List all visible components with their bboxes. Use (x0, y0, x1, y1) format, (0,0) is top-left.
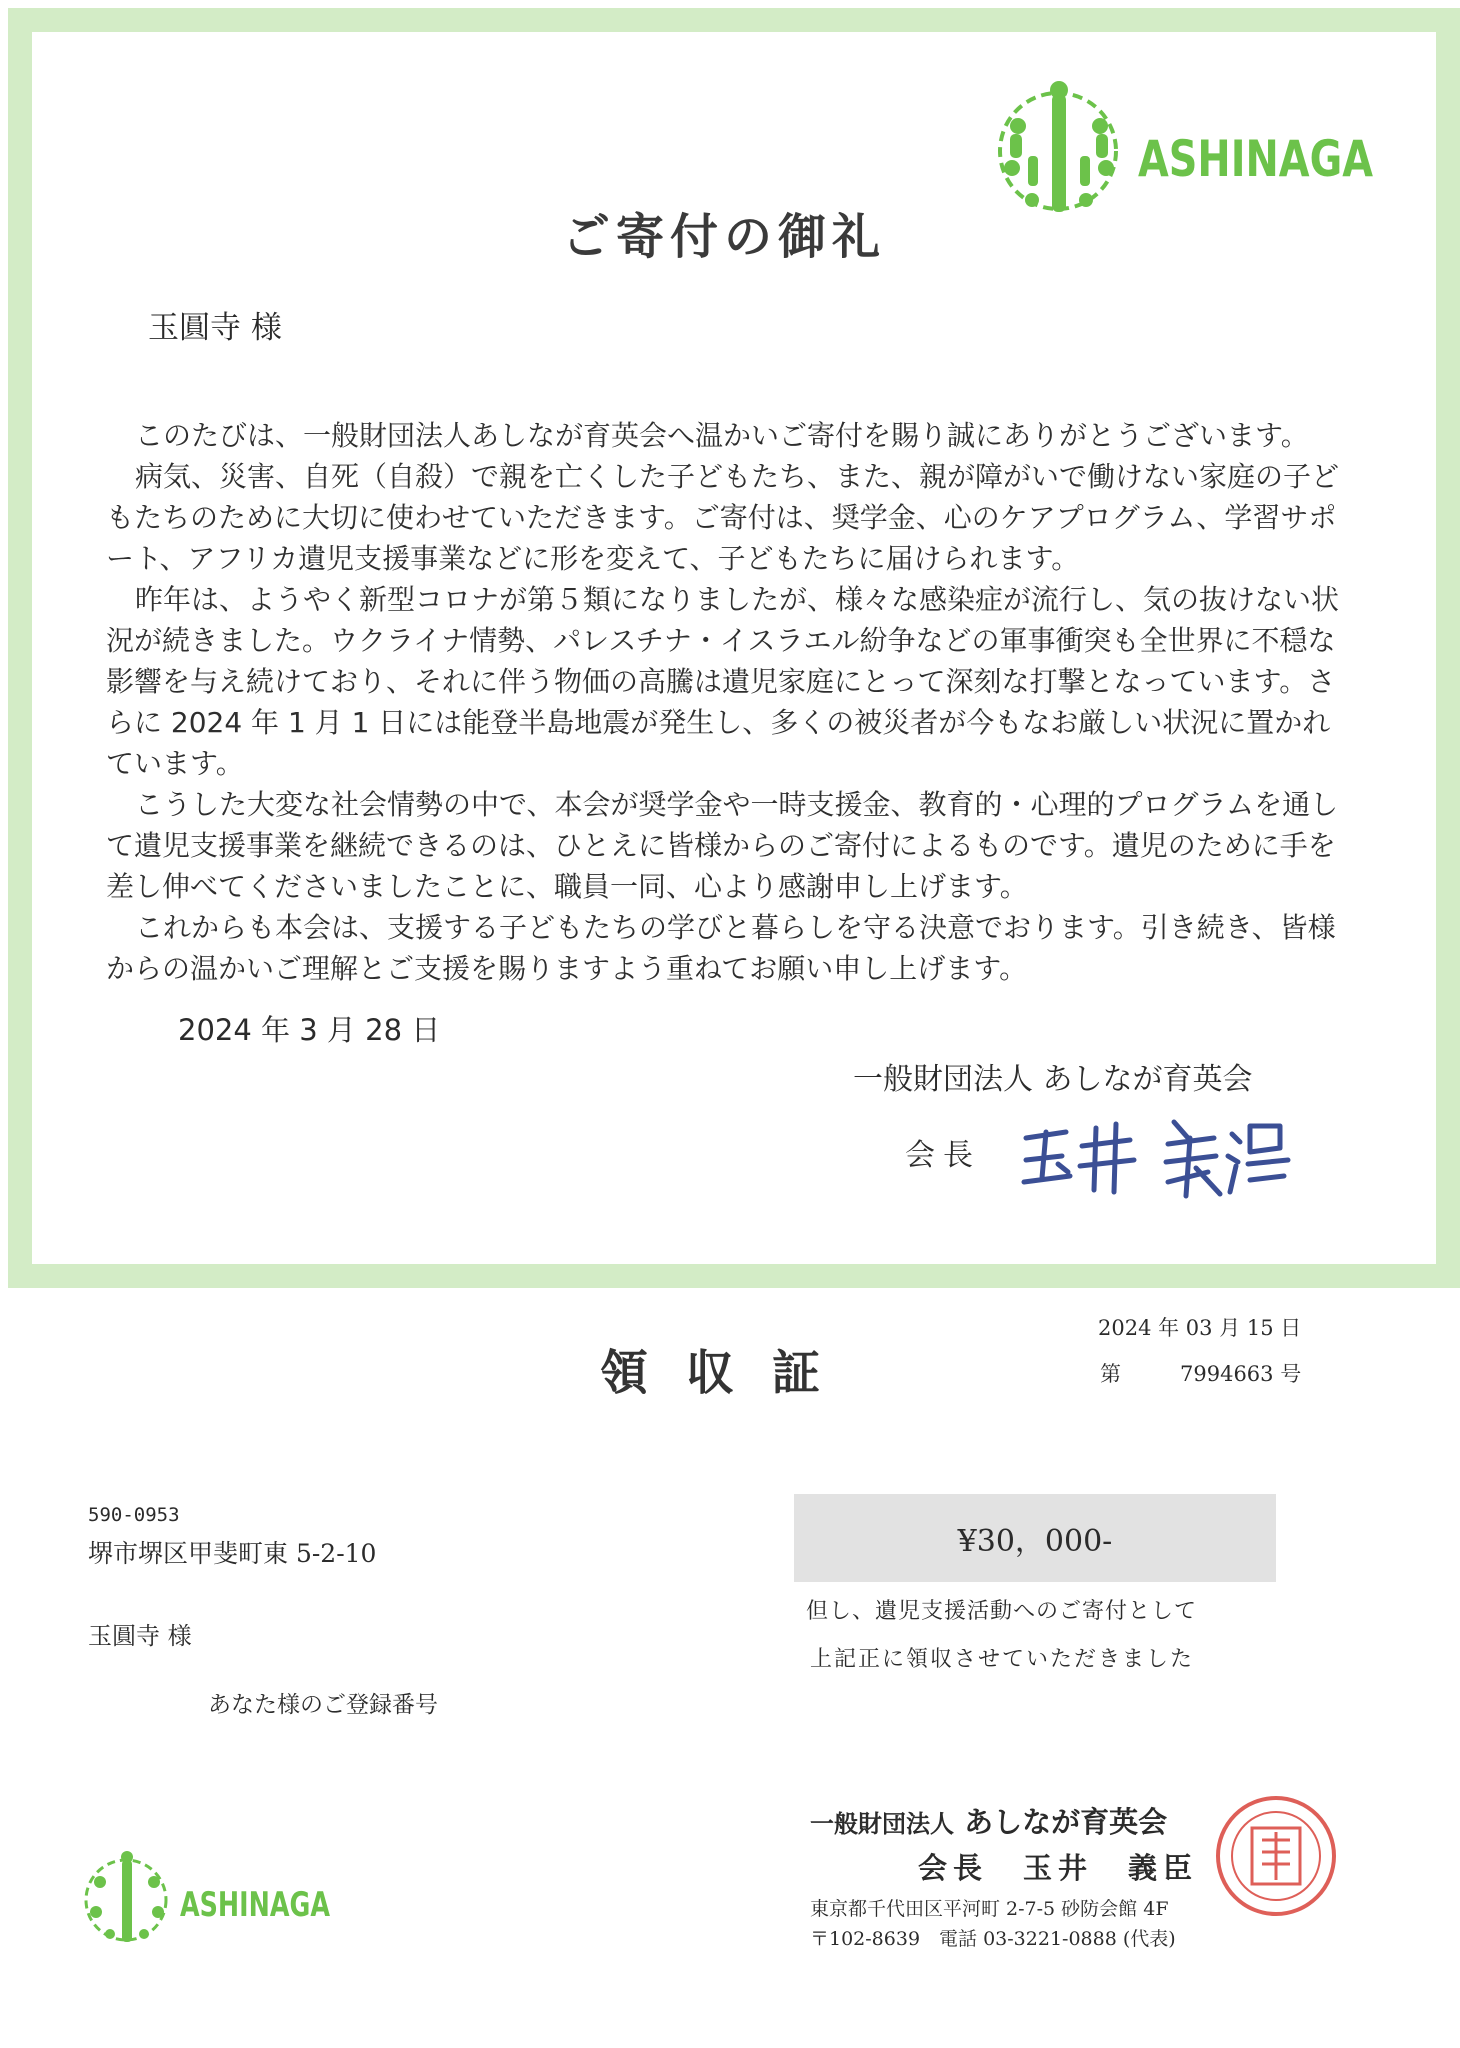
receipt-confirmation: 上記正に領収させていただきました (810, 1647, 1195, 1672)
letter-org-name: 一般財団法人 あしなが育英会 (853, 1062, 1253, 1097)
president-label: 会長 (905, 1138, 981, 1173)
receipt-recipient: 玉圓寺 様 (88, 1622, 192, 1650)
donation-purpose: 但し、遺児支援活動へのご寄付として (806, 1599, 1198, 1624)
org-prefix: 一般財団法人 (810, 1809, 954, 1838)
receipt-president: 会長 玉井 義臣 (918, 1851, 1199, 1885)
paragraph: 病気、災害、自死（自殺）で親を亡くした子どもたち、また、親が障がいで働けない家庭の子どもたちのために大切に使わせていただきます。ご寄付は、奨学金、心のケアプログラム、学習サポート、アフリカ遺児支援事業などに形を変えて、子どもたちに届けられます。 (106, 460, 1340, 575)
handwritten-signature (1018, 1108, 1318, 1198)
official-seal-stamp (1212, 1792, 1340, 1920)
amount-box (794, 1494, 1276, 1582)
donor-address: 堺市堺区甲斐町東 5-2-10 (88, 1539, 377, 1568)
org-name: あしなが育英会 (964, 1805, 1168, 1839)
receipt-number-label: 第 (1100, 1362, 1121, 1386)
ashinaga-logo-small (80, 1848, 340, 1950)
postal-code: 590-0953 (88, 1504, 180, 1526)
org-phone: 〒102-8639 電話 03-3221-0888 (代表) (810, 1928, 1176, 1950)
paragraph: こうした大変な社会情勢の中で、本会が奨学金や一時支援金、教育的・心理的プログラムを通して遺児支援事業を継続できるのは、ひとえに皆様からのご寄付によるものです。遺児のために手を差し伸べてくださいましたことに、職員一同、心より感謝申し上げます。 (106, 788, 1339, 903)
letter-body (106, 415, 1346, 989)
registration-number-label: あなた様のご登録番号 (208, 1692, 438, 1718)
letter-addressee: 玉圓寺 様 (148, 310, 282, 346)
logo-text: ASHINAGA (180, 1885, 331, 1925)
logo-text: ASHINAGA (1138, 130, 1374, 188)
paragraph: このたびは、一般財団法人あしなが育英会へ温かいご寄付を賜り誠にありがとうございます。 (135, 419, 1309, 452)
org-address: 東京都千代田区平河町 2-7-5 砂防会館 4F (810, 1898, 1169, 1920)
paragraph: 昨年は、ようやく新型コロナが第５類になりましたが、様々な感染症が流行し、気の抜けない状況が続きました。ウクライナ情勢、パレスチナ・イスラエル紛争などの軍事衝突も全世界に不穏な影響を与え続けており、それに伴う物価の高騰は遺児家庭にとって深刻な打撃となっています。さらに 2024 年 1 月 1 日には能登半島地震が発生し、多くの被災者が今もなお厳しい状況に置かれています。 (106, 583, 1340, 780)
receipt-number: 7994663 号 (1180, 1362, 1302, 1386)
amount-value: ¥30，000- (957, 1524, 1113, 1559)
paragraph: これからも本会は、支援する子どもたちの学びと暮らしを守る決意でおります。引き続き、皆様からの温かいご理解とご支援を賜りますよう重ねてお願い申し上げます。 (106, 911, 1336, 985)
letter-date: 2024 年 3 月 28 日 (178, 1013, 441, 1047)
receipt-title: 領収証 (600, 1345, 859, 1401)
receipt-date: 2024 年 03 月 15 日 (1098, 1316, 1302, 1340)
letter-title: ご寄付の御礼 (561, 209, 886, 265)
receipt-org (810, 1800, 1167, 1841)
